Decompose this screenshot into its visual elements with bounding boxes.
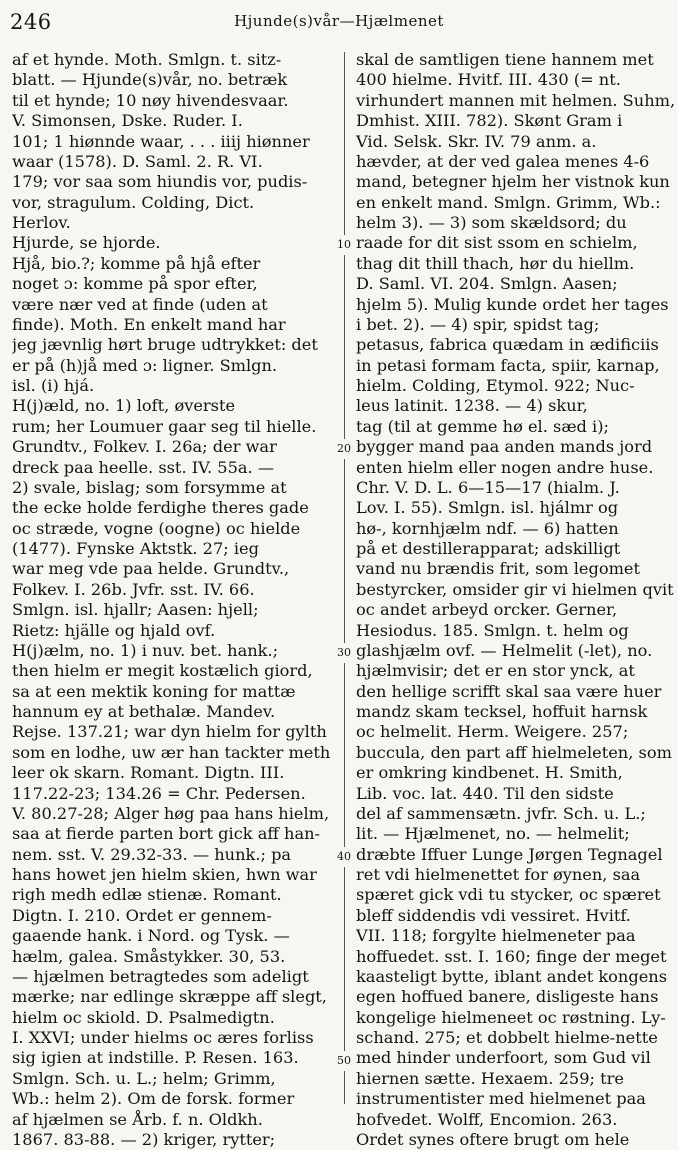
text-line: del af sammensætn. jvfr. Sch. u. L.; [356,803,646,823]
text-line: Dmhist. XIII. 782). Skønt Gram i [356,111,623,131]
text-line: Herlov. [12,213,71,232]
text-line: 101; 1 hiønnde waar, . . . iiij hiønner [12,131,310,151]
text-line: dreck paa heelle. sst. IV. 55a. — [12,457,275,477]
text-line: the ecke holde ferdighe theres gade [12,498,309,518]
text-line: i bet. 2). — 4) spir, spidst tag; [356,314,600,334]
text-line: Chr. V. D. L. 6—15—17 (hialm. J. [356,477,620,497]
text-line: war meg vde paa helde. Grundtv., [12,559,290,579]
text-line: enten hielm eller nogen andre huse. [356,457,654,477]
text-line: en enkelt mand. Smlgn. Grimm, Wb.: [356,192,661,212]
text-line: oc helmelit. Herm. Weigere. 257; [356,722,629,742]
text-line: med hinder underfoort, som Gud vil [356,1048,651,1068]
text-line: hoffuedet. sst. I. 160; finge der meget [356,946,667,966]
text-line: af et hynde. Moth. Smlgn. t. sitz- [12,50,282,69]
text-line: spæret gick vdi tu stycker, oc spæret [356,885,661,905]
text-line: H(j)ælm, no. 1) i nuv. bet. hank.; [12,640,279,660]
text-line: på et destillerapparat; adskilligt [356,539,621,558]
text-line: sa at een mektik koning for mattæ [12,681,296,701]
text-line: Digtn. I. 210. Ordet er gennem- [12,905,272,925]
text-line: ret vdi hielmenettet for øynen, saa [356,865,641,884]
text-line: er omkring kindbenet. H. Smith, [356,763,623,783]
text-line: buccula, den part aff hielmeleten, som [356,742,672,762]
text-line: Hjurde, se hjorde. [12,233,161,253]
text-line: H(j)æld, no. 1) loft, øverste [12,396,236,416]
text-line: Lib. voc. lat. 440. Til den sidste [356,783,614,803]
line-number: 30 [336,643,352,663]
left-column [12,50,333,1150]
text-line: dræbte Iffuer Lunge Jørgen Tegnagel [356,844,663,864]
line-number: 10 [336,235,352,255]
text-line: hævder, at der ved galea menes 4-6 [356,151,650,171]
text-line: gaaende hank. i Nord. og Tysk. — [12,926,290,946]
text-line: Grundtv., Folkev. I. 26a; der war [12,437,277,457]
text-line: 179; vor saa som hiundis vor, pudis- [12,172,308,192]
text-line: vor, stragulum. Colding, Dict. [12,192,255,212]
text-line: helm 3). — 3) som skældsord; du [356,213,627,232]
text-line: mærke; nar edlinge skræppe aff slegt, [12,987,327,1007]
text-line: (1477). Fynske Aktstk. 27; ieg [12,539,259,558]
text-line: virhundert mannen mit helmen. Suhm, [356,90,676,110]
text-line: 1867. 83-88. — 2) kriger, rytter; [12,1129,276,1149]
text-line: raade for dit sist ssom en schielm, [356,233,638,253]
text-line: Folkev. I. 26b. Jvfr. sst. IV. 66. [12,579,255,599]
text-line: instrumentister med hielmenet paa [356,1089,646,1109]
text-line: Hesiodus. 185. Smlgn. t. helm og [356,620,629,640]
text-line: Hjå, bio.?; komme på hjå efter [12,253,261,273]
text-line: leer ok skarn. Romant. Digtn. III. [12,763,285,783]
text-line: righ medh edlæ stienæ. Romant. [12,885,282,905]
text-line: thag dit thill thach, hør du hiellm. [356,253,635,273]
text-line: skal de samtligen tiene hannem met [356,50,654,69]
text-line: hannum ey at bethalæ. Mandev. [12,702,276,721]
text-line: af hjælmen se Årb. f. n. Oldkh. [12,1109,263,1129]
text-line: egen hoffued banere, disligeste hans [356,987,659,1007]
text-line: hielm oc skiold. D. Psalmedigtn. [12,1007,275,1027]
text-line: sig igien at indstille. P. Resen. 163. [12,1048,299,1068]
text-line: blatt. — Hjunde(s)vår, no. betræk [12,70,288,90]
text-line: Smlgn. Sch. u. L.; helm; Grimm, [12,1068,276,1088]
right-column [356,50,676,1150]
text-line: glashjælm ovf. — Helmelit (-let), no. [356,640,653,660]
text-line: oc stræde, vogne (oogne) oc hielde [12,518,301,538]
text-line: mandz skam tecksel, hoffuit harnsk [356,702,648,721]
text-line: VII. 118; forgylte hielmeneter paa [356,926,636,946]
text-line: vand nu brændis frit, som legomet [356,559,641,579]
text-line: hiernen sætte. Hexaem. 259; tre [356,1068,624,1088]
text-line: finde). Moth. En enkelt mand har [12,314,286,334]
text-line: — hjælmen betragtedes som adeligt [12,966,309,986]
text-line: Wb.: helm 2). Om de forsk. former [12,1089,295,1109]
text-line: petasus, fabrica quædam in ædificiis [356,335,659,355]
text-line: 117.22-23; 134.26 = Chr. Pedersen. [12,783,306,803]
text-line: kongelige hielmeneet oc røstning. Ly- [356,1007,666,1027]
page-number: 246 [10,10,52,34]
running-head: Hjunde(s)vår—Hjælmenet [234,12,444,30]
text-line: leus latinit. 1238. — 4) skur, [356,396,588,416]
text-line: Rejse. 137.21; war dyn hielm for gylth [12,722,327,742]
text-line: saa at fierde parten bort gick aff han- [12,824,320,844]
text-line: bestyrcker, omsider gir vi hielmen qvit [356,579,674,599]
text-line: som en lodhe, uw ær han tackter meth [12,742,331,762]
text-line: til et hynde; 10 nøy hivendesvaar. [12,90,289,110]
text-line: oc andet arbeyd orcker. Gerner, [356,600,618,620]
text-line: kaasteligt bytte, iblant andet kongens [356,966,668,986]
text-line: hielm. Colding, Etymol. 922; Nuc- [356,376,635,395]
text-line: Ordet synes oftere brugt om hele [356,1129,630,1149]
text-line: være nær ved at finde (uden at [12,294,268,314]
text-line: in petasi formam facta, spiir, karnap, [356,355,660,375]
text-line: 400 hielme. Hvitf. III. 430 (= nt. [356,70,621,90]
text-line: lit. — Hjælmenet, no. — helmelit; [356,824,630,844]
text-line: D. Saml. VI. 204. Smlgn. Aasen; [356,274,618,294]
text-line: den hellige scrifft skal saa være huer [356,681,662,701]
text-line: then hielm er megit kostælich giord, [12,661,313,681]
text-line: jeg jævnlig hørt bruge udtrykket: det [12,335,318,355]
text-line: hans howet jen hielm skien, hwn war [12,865,317,884]
text-line: Vid. Selsk. Skr. IV. 79 anm. a. [356,131,597,151]
text-line: hælm, galea. Småstykker. 30, 53. [12,946,286,966]
text-line: waar (1578). D. Saml. 2. R. VI. [12,151,263,171]
text-line: rum; her Loumuer gaar seg til hielle. [12,416,317,436]
text-line: Smlgn. isl. hjallr; Aasen: hjell; [12,600,259,620]
text-line: hjelm 5). Mulig kunde ordet her tages [356,294,669,314]
page-header [0,0,678,40]
text-line: noget ɔ: komme på spor efter, [12,274,258,294]
text-line: Rietz: hjälle og hjald ovf. [12,620,216,640]
line-number: 50 [336,1051,352,1071]
text-line: V. Simonsen, Dske. Ruder. I. [12,111,243,131]
text-line: nem. sst. V. 29.32-33. — hunk.; pa [12,844,292,864]
text-line: I. XXVI; under hielms oc æres forliss [12,1028,314,1047]
line-number: 40 [336,847,352,867]
text-line: hø-, kornhjælm ndf. — 6) hatten [356,518,619,538]
text-line: 2) svale, bislag; som forsymme at [12,477,287,497]
text-line: hjælmvisir; det er en stor ynck, at [356,661,635,681]
text-line: V. 80.27-28; Alger høg paa hans hielm, [12,803,330,823]
text-line: Lov. I. 55). Smlgn. isl. hjálmr og [356,498,619,518]
text-line: isl. (i) hjá. [12,376,95,395]
text-line: hofvedet. Wolff, Encomion. 263. [356,1109,618,1129]
text-line: tag (til at gemme hø el. sæd i); [356,416,609,436]
line-number: 20 [336,439,352,459]
line-numbers [336,50,356,1106]
text-line: bygger mand paa anden mands jord [356,437,653,457]
text-line: bleff siddendis vdi vessiret. Hvitf. [356,905,631,925]
text-line: mand, betegner hjelm her vistnok kun [356,172,670,192]
text-line: schand. 275; et dobbelt hielme-nette [356,1028,658,1047]
text-line: er på (h)jå med ɔ: ligner. Smlgn. [12,355,278,375]
